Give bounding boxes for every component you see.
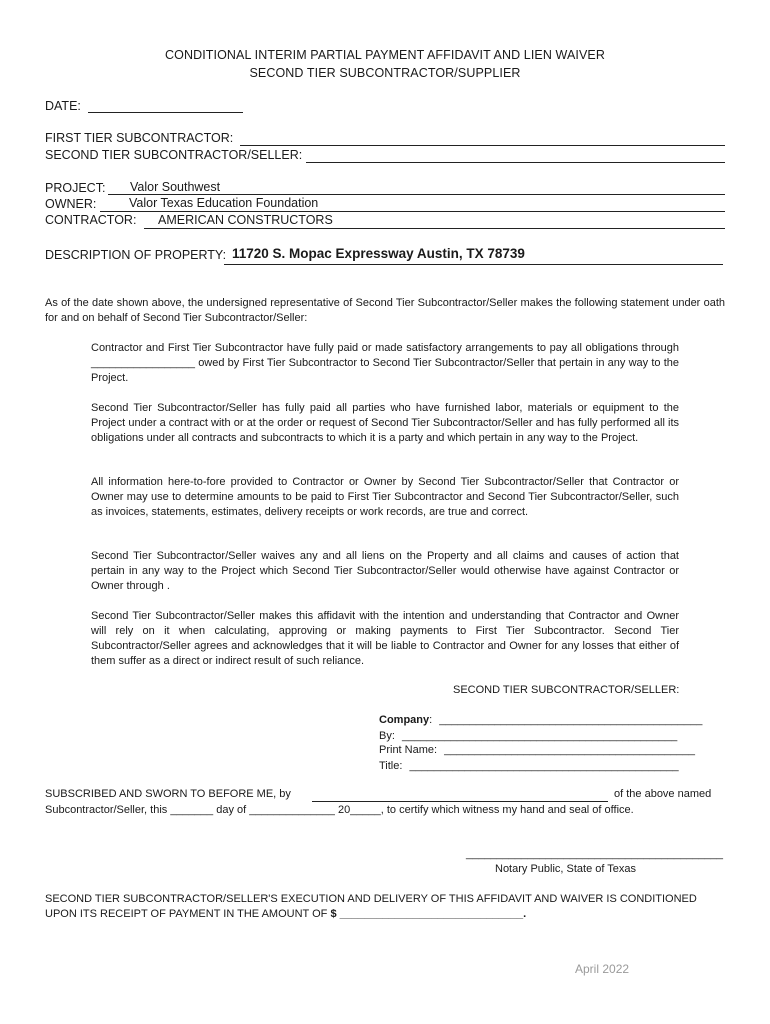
- footer-date: April 2022: [575, 962, 630, 976]
- sworn-name-field[interactable]: [312, 801, 608, 802]
- second-tier-label: SECOND TIER SUBCONTRACTOR/SELLER:: [45, 148, 303, 162]
- intro-paragraph: As of the date shown above, the undersigned representative of Second Tier Subcontractor/Seller makes the following statement under oath for and on behalf of Second Tier Subcontractor/Seller:: [45, 297, 725, 324]
- by-label: By:: [379, 730, 395, 742]
- paragraph-payment: Contractor and First Tier Subcontractor have fully paid or made satisfactory arrangements to pay all obligations through _________________ owed by First Tier Subcontractor to Second Tier Subcontractor/Seller that pertain in any way to the Project.: [91, 342, 679, 384]
- paragraph-parties-paid: Second Tier Subcontractor/Seller has fully paid all parties who have furnished labor, materials or equipment to the Project under a contract with or at the order or request of Second Tier Subcontractor/Seller and has fully performed all its obligations under all contracts and subcontracts to which it is a party and which pertain in any way to the Project.: [91, 402, 679, 444]
- document-title: CONDITIONAL INTERIM PARTIAL PAYMENT AFFIDAVIT AND LIEN WAIVER: [165, 48, 605, 62]
- owner-field-line[interactable]: [100, 211, 725, 212]
- paragraph-lien-waiver: Second Tier Subcontractor/Seller waives any and all liens on the Property and all claims and causes of action that pertain in any way to the Project which Second Tier Subcontractor/Seller would otherwise have against Contractor or Owner through .: [91, 550, 679, 592]
- project-field[interactable]: Valor Southwest: [130, 180, 221, 194]
- paragraph-information: All information here-to-fore provided to Contractor or Owner by Second Tier Subcontractor/Seller that Contractor or Owner may use to determine amounts to be paid to First Tier Subcontractor and Second Tier Subcontractor/Seller, such as invoices, statements, estimates, delivery receipts or work records, are true and correct.: [91, 476, 679, 518]
- owner-field[interactable]: Valor Texas Education Foundation: [129, 196, 319, 210]
- notary-signature-line[interactable]: __________________________________________: [466, 848, 723, 860]
- print-name-label: Print Name:: [379, 744, 438, 756]
- property-field-line[interactable]: [224, 264, 723, 265]
- contractor-field-line[interactable]: [144, 228, 725, 229]
- condition-line-1: SECOND TIER SUBCONTRACTOR/SELLER'S EXECUTION AND DELIVERY OF THIS AFFIDAVIT AND WAIVER IS CONDITIONED: [45, 893, 697, 905]
- print-name-field[interactable]: _________________________________________: [444, 744, 695, 756]
- payment-amount-field[interactable]: $ ______________________________.: [330, 908, 527, 920]
- condition-line-2: [45, 908, 526, 920]
- property-label: DESCRIPTION OF PROPERTY:: [45, 248, 227, 262]
- document-subtitle: SECOND TIER SUBCONTRACTOR/SUPPLIER: [249, 66, 521, 80]
- date-field-line[interactable]: [88, 112, 243, 113]
- print-name-row: [379, 744, 695, 756]
- sworn-text: SUBSCRIBED AND SWORN TO BEFORE ME, by: [45, 788, 291, 800]
- sworn-date-line: Subcontractor/Seller, this _______ day of ______________ 20_____, to certify which witness my hand and seal of office.: [45, 804, 634, 816]
- company-row: [379, 714, 702, 726]
- first-tier-label: FIRST TIER SUBCONTRACTOR:: [45, 131, 234, 145]
- by-field[interactable]: _____________________________________________: [401, 730, 678, 742]
- contractor-field[interactable]: AMERICAN CONSTRUCTORS: [158, 213, 333, 227]
- sworn-text-end: of the above named: [614, 788, 712, 800]
- by-row: [379, 730, 677, 742]
- title-row: [379, 760, 679, 772]
- property-field[interactable]: 11720 S. Mopac Expressway Austin, TX 78739: [232, 246, 525, 261]
- company-field[interactable]: ___________________________________________: [439, 714, 703, 726]
- first-tier-field-line[interactable]: [240, 145, 725, 146]
- contractor-label: CONTRACTOR:: [45, 213, 137, 227]
- notary-label: Notary Public, State of Texas: [495, 863, 637, 875]
- date-label: DATE:: [45, 99, 81, 113]
- owner-label: OWNER:: [45, 197, 97, 211]
- title-field[interactable]: ____________________________________________: [409, 760, 679, 772]
- title-label: Title:: [379, 760, 403, 772]
- project-label: PROJECT:: [45, 181, 106, 195]
- signature-heading: SECOND TIER SUBCONTRACTOR/SELLER:: [453, 684, 680, 696]
- company-label: Company: [379, 714, 430, 726]
- second-tier-field-line[interactable]: [306, 162, 725, 163]
- paragraph-reliance: Second Tier Subcontractor/Seller makes this affidavit with the intention and understanding that Contractor and Owner will rely on it when calculating, approving or making payments to First Tier Subcontractor. Second Tier Subcontractor/Seller agrees and acknowledges that it will be liable to Contractor and Owner for any losses that either of them suffer as a direct or indirect result of such reliance.: [91, 610, 679, 667]
- condition-text: UPON ITS RECEIPT OF PAYMENT IN THE AMOUNT OF: [45, 908, 328, 920]
- company-colon: :: [429, 714, 433, 726]
- project-field-line[interactable]: [108, 194, 725, 195]
